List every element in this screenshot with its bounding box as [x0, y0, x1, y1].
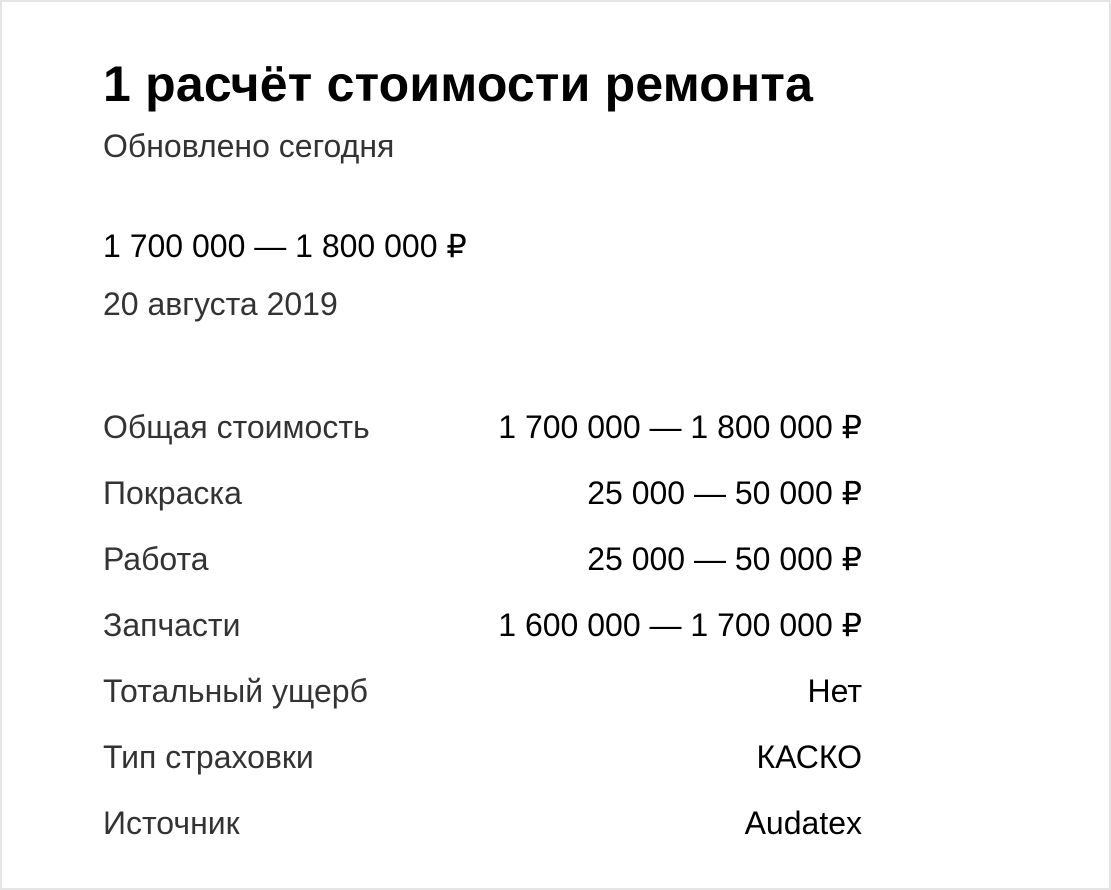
detail-row-painting [103, 460, 862, 526]
detail-label-source: Источник [103, 805, 240, 841]
detail-value-total-loss: Нет [807, 673, 862, 709]
detail-label-parts: Запчасти [103, 607, 241, 643]
detail-row-source [103, 790, 862, 856]
estimate-range: 1 700 000 — 1 800 000 ₽ [103, 228, 467, 264]
detail-row-labor [103, 526, 862, 592]
detail-value-insurance-type: КАСКО [756, 739, 862, 775]
detail-value-labor: 25 000 — 50 000 ₽ [587, 541, 862, 577]
detail-label-painting: Покраска [103, 475, 242, 511]
page-title: 1 расчёт стоимости ремонта [103, 56, 814, 112]
detail-row-total-cost [103, 394, 862, 460]
detail-value-parts: 1 600 000 — 1 700 000 ₽ [498, 607, 862, 643]
detail-row-parts [103, 592, 862, 658]
detail-value-painting: 25 000 — 50 000 ₽ [587, 475, 862, 511]
detail-row-insurance-type [103, 724, 862, 790]
updated-status: Обновлено сегодня [103, 128, 395, 164]
detail-label-insurance-type: Тип страховки [103, 739, 314, 775]
detail-row-total-loss [103, 658, 862, 724]
detail-value-source: Audatex [744, 805, 862, 841]
detail-label-total-loss: Тотальный ущерб [103, 673, 368, 709]
detail-value-total-cost: 1 700 000 — 1 800 000 ₽ [498, 409, 862, 445]
estimate-details-list [103, 394, 862, 856]
detail-label-labor: Работа [103, 541, 209, 577]
estimate-date: 20 августа 2019 [103, 286, 338, 322]
detail-label-total-cost: Общая стоимость [103, 409, 370, 445]
